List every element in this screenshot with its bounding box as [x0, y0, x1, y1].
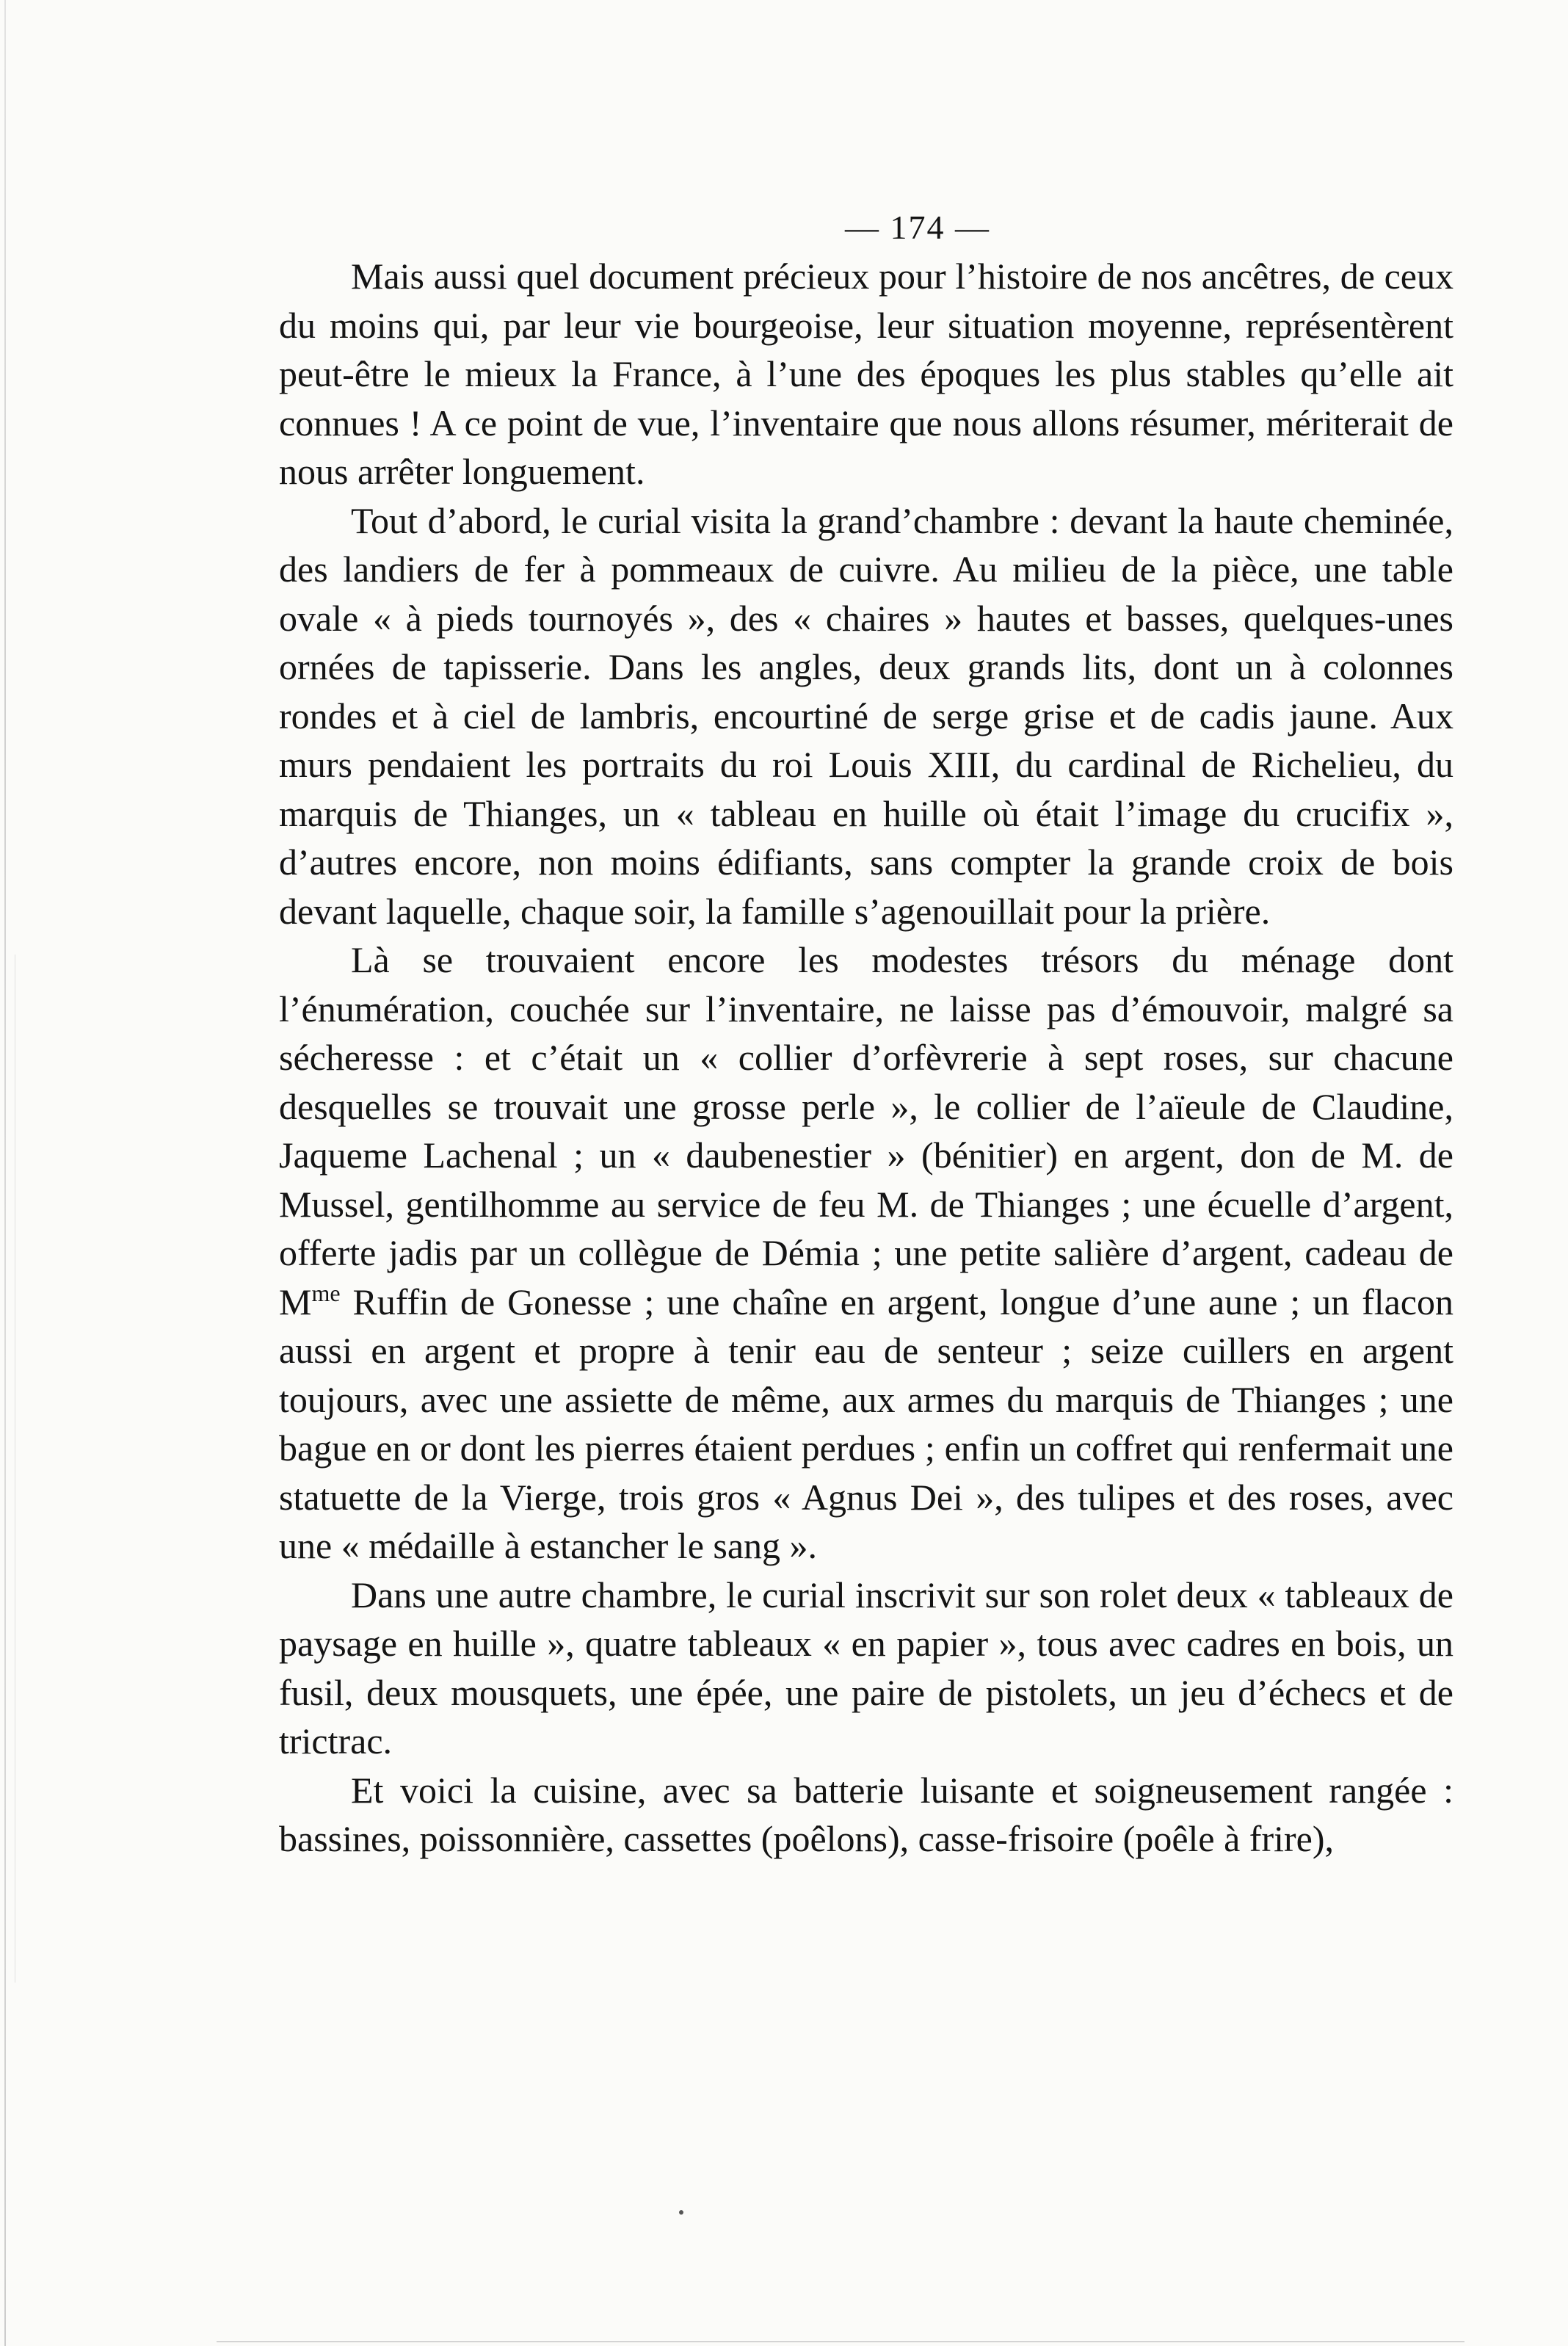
paragraph-2: Tout d’abord, le curial visita la grand’chambre : devant la haute cheminée, des landiers de fer à pommeaux de cuivre. Au milieu de la pièce, une table ovale « à pieds tournoyés », des « chaires » hautes et basses, quelques-unes ornées de tapisserie. Dans les angles, deux grands lits, dont un à colonnes rondes et à ciel de lambris, encourtiné de serge grise et de cadis jaune. Aux murs pendaient les portraits du roi Louis XIII, du cardinal de Richelieu, du marquis de Thianges, un « tableau en huille où était l’image du crucifix », d’autres encore, non moins édifiants, sans compter la grande croix de bois devant laquelle, chaque soir, la famille s’agenouillait pour la prière.	[279, 499, 1453, 932]
paragraph-3	[279, 935, 1453, 1571]
scan-bottom-edge	[217, 2341, 1464, 2342]
paragraph-5: Et voici la cuisine, avec sa batterie luisante et soigneusement rangée : bassines, poissonnière, cassettes (poêlons), casse-frisoire (poêle à frire),	[279, 1769, 1453, 1859]
scan-edge-shadow	[4, 0, 6, 2346]
page-number: — 174 —	[845, 209, 990, 246]
paragraph-3-text-before: Là se trouvaient encore les modestes trésors du ménage dont l’énumération, couchée sur l’inventaire, ne laisse pas d’émouvoir, malgré sa sécheresse : et c’était un « collier d’orfèvrerie à sept roses, sur chacune desquelles se trouvait une grosse perle », le collier de l’aïeule de Claudine, Jaqueme Lachenal ; un « daubenestier » (bénitier) en argent, don de M. de Mussel, gentilhomme au service de feu M. de Thianges ; une écuelle d’argent, offerte jadis par un collègue de Démia ; une petite salière d’argent, cadeau de M	[279, 939, 1453, 1322]
paragraph-1: Mais aussi quel document précieux pour l’histoire de nos ancêtres, de ceux du moins qui, par leur vie bourgeoise, leur situation moyenne, représentèrent peut-être le mieux la France, à l’une des époques les plus stables qu’elle ait connues ! A ce point de vue, l’inventaire que nous allons résumer, mériterait de nous arrêter longuement.	[279, 256, 1453, 492]
book-page	[279, 209, 1453, 1864]
scan-speck	[679, 2210, 683, 2215]
paragraph-3-text-after: Ruffin de Gonesse ; une chaîne en argent, longue d’une aune ; un flacon aussi en argent et propre à tenir eau de senteur ; seize cuillers en argent toujours, avec une assiette de même, aux armes du marquis de Thianges ; une bague en or dont les pierres étaient perdues ; enfin un coffret qui renfermait une statuette de la Vierge, trois gros « Agnus Dei », des tulipes et des roses, avec une « médaille à estancher le sang ».	[279, 1281, 1453, 1566]
paragraph-4: Dans une autre chambre, le curial inscrivit sur son rolet deux « tableaux de paysage en huille », quatre tableaux « en papier », tous avec cadres en bois, un fusil, deux mousquets, une épée, une paire de pistolets, un jeu d’échecs et de trictrac.	[279, 1574, 1453, 1762]
superscript-me: me	[311, 1279, 341, 1306]
